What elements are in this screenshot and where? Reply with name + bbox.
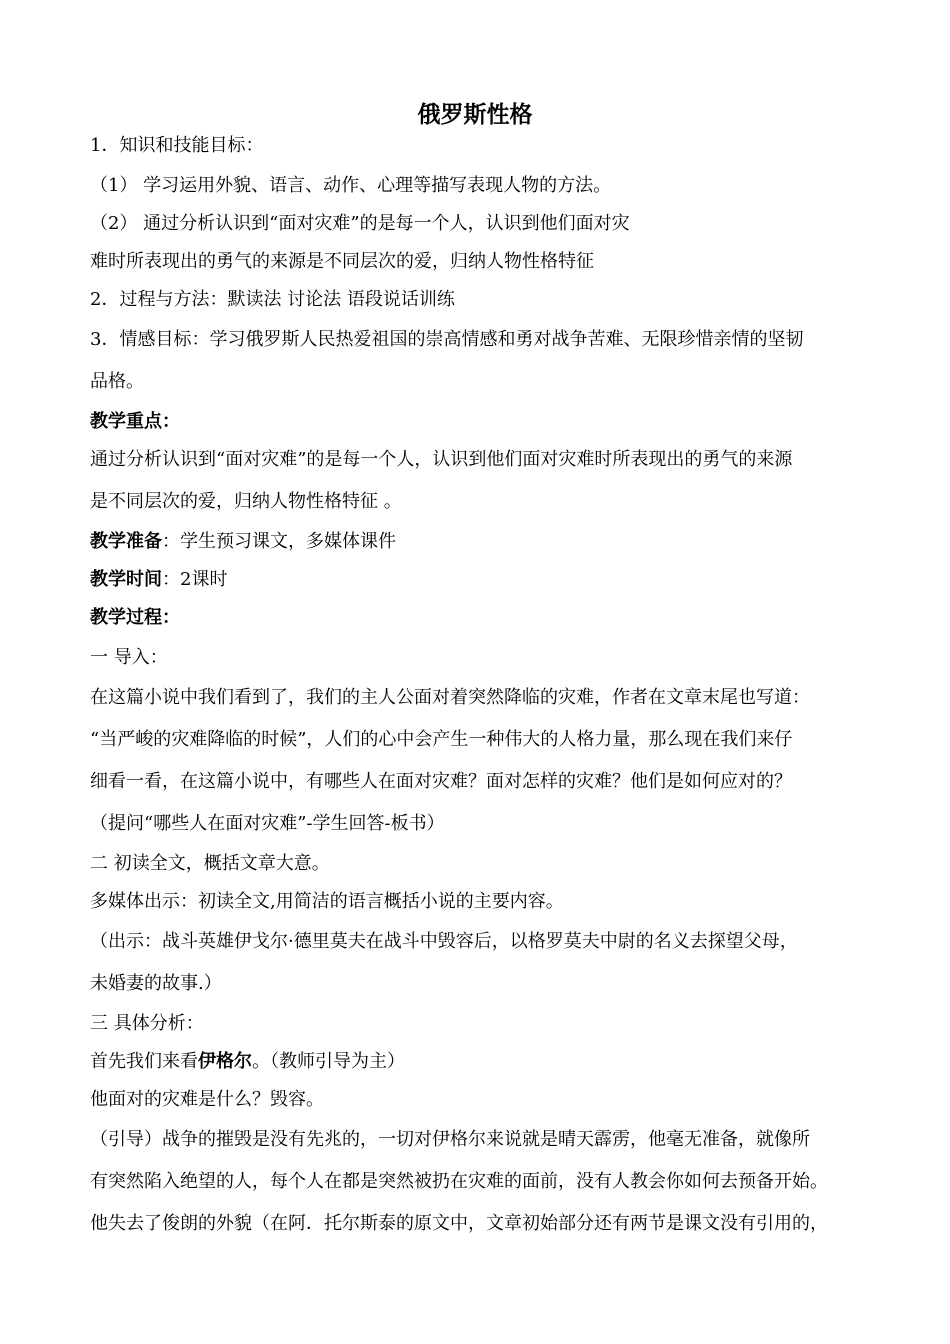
document-title: 俄罗斯性格 — [417, 102, 533, 128]
text-line: 品格。 — [90, 371, 144, 392]
text-line: 未婚妻的故事.） — [90, 973, 222, 994]
prep-label: 教学准备 — [90, 531, 162, 552]
section-heading-process: 教学过程： — [90, 607, 180, 628]
igor-before: 首先我们来看 — [90, 1051, 198, 1072]
text-line: （引导）战争的摧毁是没有先兆的，一切对伊格尔来说就是晴天霹雳，他毫无准备，就像所 — [90, 1129, 810, 1150]
text-line: （出示：战斗英雄伊戈尔·德里莫夫在战斗中毁容后，以格罗莫夫中尉的名义去探望父母， — [90, 931, 798, 952]
time-label: 教学时间 — [90, 569, 162, 590]
text-line: 是不同层次的爱，归纳人物性格特征 。 — [90, 491, 402, 512]
text-line: 2．过程与方法：默读法 讨论法 语段说话训练 — [90, 289, 455, 310]
text-line: 二 初读全文，概括文章大意。 — [90, 853, 330, 874]
text-line: 他面对的灾难是什么？毁容。 — [90, 1089, 324, 1110]
text-line: （提问“哪些人在面对灾难”-学生回答-板书） — [90, 813, 445, 834]
time-text: ：2课时 — [162, 569, 228, 590]
text-line: 在这篇小说中我们看到了，我们的主人公面对着突然降临的灾难，作者在文章末尾也写道： — [90, 687, 810, 708]
prep-text: ：学生预习课文，多媒体课件 — [162, 531, 396, 552]
time-line — [90, 568, 880, 592]
igor-after: 。（教师引导为主） — [252, 1051, 405, 1072]
text-line: 多媒体出示：初读全文,用简洁的语言概括小说的主要内容。 — [90, 891, 564, 912]
text-line: 3．情感目标：学习俄罗斯人民热爱祖国的崇高情感和勇对战争苦难、无限珍惜亲情的坚韧 — [90, 329, 804, 350]
text-line: （1） 学习运用外貌、语言、动作、心理等描写表现人物的方法。 — [90, 175, 612, 196]
igor-name: 伊格尔 — [198, 1051, 252, 1072]
text-line: 他失去了俊朗的外貌（在阿．托尔斯泰的原文中，文章初始部分还有两节是课文没有引用的， — [90, 1213, 828, 1234]
text-line: “当严峻的灾难降临的时候”，人们的心中会产生一种伟大的人格力量，那么现在我们来仔 — [90, 729, 793, 750]
text-line: 通过分析认识到“面对灾难”的是每一个人，认识到他们面对灾难时所表现出的勇气的来源 — [90, 449, 793, 470]
text-line: （2） 通过分析认识到“面对灾难”的是每一个人，认识到他们面对灾 — [90, 213, 630, 234]
text-line: 难时所表现出的勇气的来源是不同层次的爱，归纳人物性格特征 — [90, 251, 594, 272]
section-heading-key-point: 教学重点： — [90, 411, 180, 432]
text-line: 一 导入： — [90, 647, 168, 668]
prep-line — [90, 530, 880, 554]
text-line: 1．知识和技能目标： — [90, 135, 264, 156]
text-line: 细看一看，在这篇小说中，有哪些人在面对灾难？面对怎样的灾难？他们是如何应对的？ — [90, 771, 792, 792]
text-line: 三 具体分析： — [90, 1013, 204, 1034]
igor-line — [90, 1050, 880, 1074]
text-line: 有突然陷入绝望的人，每个人在都是突然被扔在灾难的面前，没有人教会你如何去预备开始。 — [90, 1171, 828, 1192]
